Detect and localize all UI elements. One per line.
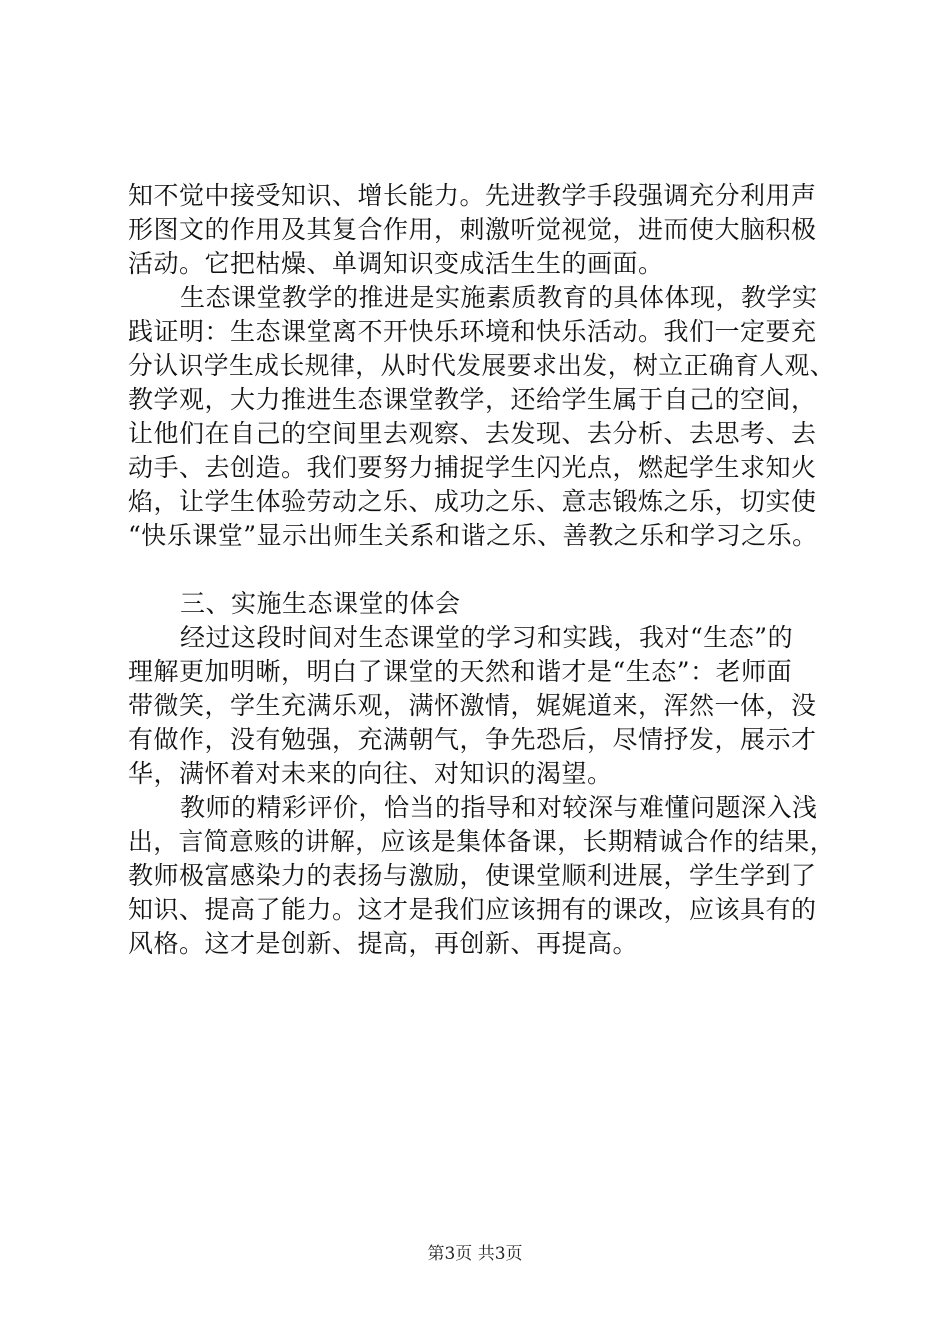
text-line: 让他们在自己的空间里去观察、去发现、去分析、去思考、去 (128, 419, 817, 448)
text-line: 教师的精彩评价，恰当的指导和对较深与难懂问题深入浅 (180, 793, 818, 822)
text-line: 动手、去创造。我们要努力捕捉学生闪光点，燃起学生求知火 (128, 453, 817, 482)
text-line: 焰，让学生体验劳动之乐、成功之乐、意志锻炼之乐，切实使 (128, 487, 817, 516)
section-heading: 三、实施生态课堂的体会 (180, 589, 461, 618)
text-line: 分认识学生成长规律，从时代发展要求出发，树立正确育人观、 (128, 351, 836, 380)
text-line: 形图文的作用及其复合作用，刺激听觉视觉，进而使大脑积极 (128, 215, 817, 244)
text-line: 活动。它把枯燥、单调知识变成活生生的画面。 (128, 249, 664, 278)
text-line: 教学观，大力推进生态课堂教学，还给学生属于自己的空间， (128, 385, 817, 414)
text-line: 践证明：生态课堂离不开快乐环境和快乐活动。我们一定要充 (128, 317, 817, 346)
text-line: 知识、提高了能力。这才是我们应该拥有的课改，应该具有的 (128, 895, 817, 924)
page-number: 第3页 共3页 (427, 1244, 523, 1264)
text-line: 知不觉中接受知识、增长能力。先进教学手段强调充分利用声 (128, 181, 817, 210)
text-line: 带微笑，学生充满乐观，满怀激情，娓娓道来，浑然一体，没 (128, 691, 817, 720)
text-line: 经过这段时间对生态课堂的学习和实践，我对“生态”的 (180, 623, 794, 652)
text-line: 有做作，没有勉强，充满朝气，争先恐后，尽情抒发，展示才 (128, 725, 817, 754)
text-line: 风格。这才是创新、提高，再创新、再提高。 (128, 929, 639, 958)
text-line: “快乐课堂”显示出师生关系和谐之乐、善教之乐和学习之乐。 (128, 521, 818, 550)
text-line: 华，满怀着对未来的向往、对知识的渴望。 (128, 759, 613, 788)
text-line: 出，言简意赅的讲解，应该是集体备课，长期精诚合作的结果， (128, 827, 836, 856)
text-line: 理解更加明晰，明白了课堂的天然和谐才是“生态”：老师面 (128, 657, 793, 686)
text-line: 生态课堂教学的推进是实施素质教育的具体体现，教学实 (180, 283, 818, 312)
text-line: 教师极富感染力的表扬与激励，使课堂顺利进展，学生学到了 (128, 861, 817, 890)
